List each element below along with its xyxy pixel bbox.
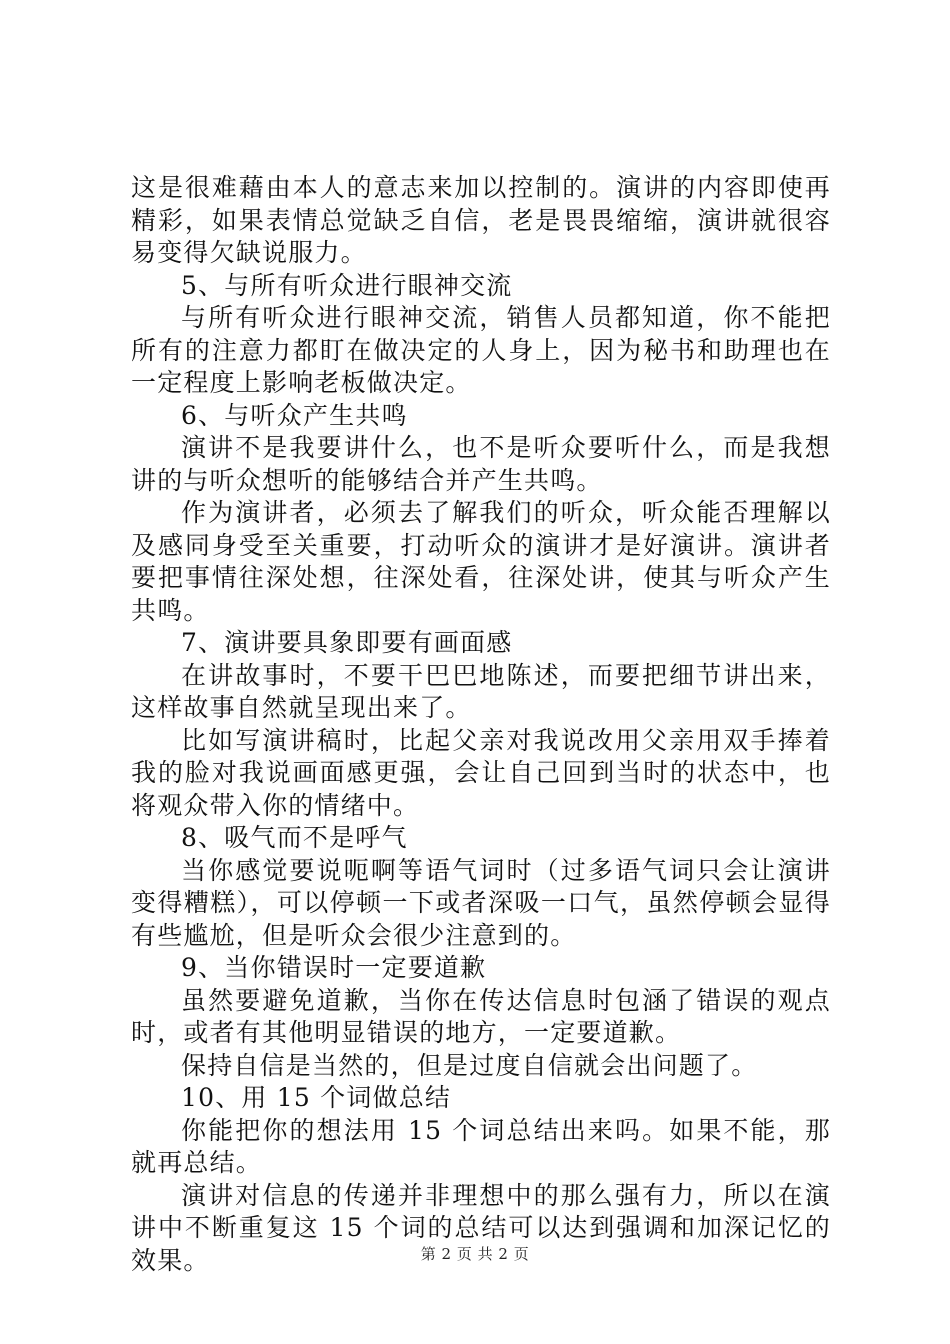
paragraph: 保持自信是当然的，但是过度自信就会出问题了。 xyxy=(181,1050,758,1080)
paragraph: 你能把你的想法用 15 个词总结出来吗。如果不能，那就再总结。 xyxy=(131,1115,831,1177)
paragraph: 当你感觉要说呃啊等语气词时（过多语气词只会让演讲变得糟糕），可以停顿一下或者深吸一口气，虽然停顿会显得有些尴尬，但是听众会很少注意到的。 xyxy=(131,855,831,950)
paragraph: 在讲故事时，不要干巴巴地陈述，而要把细节讲出来，这样故事自然就呈现出来了。 xyxy=(131,660,831,722)
document-body xyxy=(131,172,831,1277)
section-heading: 5、与所有听众进行眼神交流 xyxy=(181,270,513,300)
paragraph: 演讲对信息的传递并非理想中的那么强有力，所以在演讲中不断重复这 15 个词的总结可以达到强调和加深记忆的效果。 xyxy=(131,1180,831,1275)
section-heading: 7、演讲要具象即要有画面感 xyxy=(181,628,513,657)
paragraph: 演讲不是我要讲什么，也不是听众要听什么，而是我想讲的与听众想听的能够结合并产生共鸣。 xyxy=(131,433,831,495)
paragraph: 比如写演讲稿时，比起父亲对我说改用父亲用双手捧着我的脸对我说画面感更强，会让自己回到当时的状态中，也将观众带入你的情绪中。 xyxy=(131,725,831,820)
paragraph: 虽然要避免道歉，当你在传达信息时包涵了错误的观点时，或者有其他明显错误的地方，一定要道歉。 xyxy=(131,985,831,1047)
section-heading: 9、当你错误时一定要道歉 xyxy=(181,953,487,982)
section-heading: 8、吸气而不是呼气 xyxy=(181,823,408,852)
section-heading: 10、用 15 个词做总结 xyxy=(181,1083,452,1112)
paragraph: 与所有听众进行眼神交流，销售人员都知道，你不能把所有的注意力都盯在做决定的人身上，因为秘书和助理也在一定程度上影响老板做决定。 xyxy=(131,303,831,397)
section-heading: 6、与听众产生共鸣 xyxy=(181,400,408,430)
paragraph: 作为演讲者，必须去了解我们的听众，听众能否理解以及感同身受至关重要，打动听众的演讲才是好演讲。演讲者要把事情往深处想，往深处看，往深处讲，使其与听众产生共鸣。 xyxy=(131,498,831,625)
page-footer: 第 2 页 共 2 页 xyxy=(420,1245,530,1263)
paragraph: 这是很难藉由本人的意志来加以控制的。演讲的内容即使再精彩，如果表情总觉缺乏自信，老是畏畏缩缩，演讲就很容易变得欠缺说服力。 xyxy=(131,173,831,267)
